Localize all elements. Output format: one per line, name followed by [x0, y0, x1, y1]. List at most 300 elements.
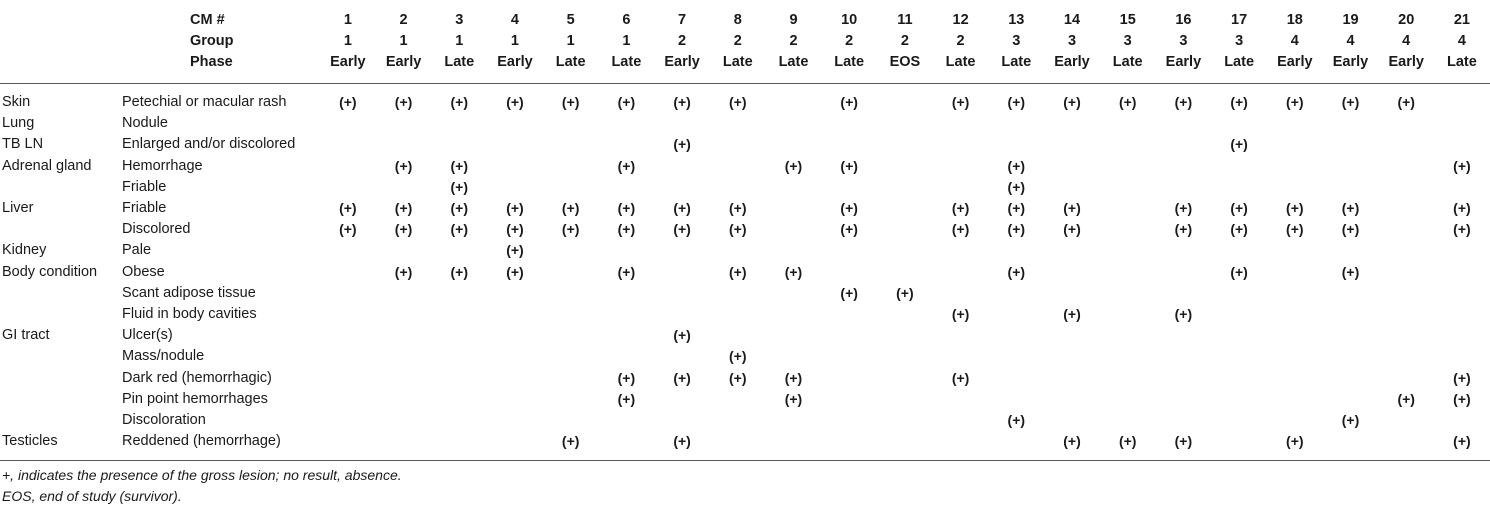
cell-cm-18: [1267, 262, 1323, 283]
cell-cm-17: (+): [1230, 136, 1248, 153]
cell-cm-5: [543, 156, 599, 177]
cell-cm-6: (+): [617, 369, 636, 386]
row-lesion: Discoloration: [122, 412, 206, 429]
header-label-phase: Phase: [0, 52, 320, 84]
cell-cm-6: (+): [617, 94, 636, 110]
cell-cm-20: [1378, 325, 1434, 346]
header-group-1: 1: [343, 33, 352, 49]
cell-cm-11: [877, 410, 933, 431]
cell-cm-8: (+): [729, 263, 747, 280]
cell-cm-12: (+): [951, 221, 970, 238]
cell-cm-19: [1323, 368, 1379, 389]
header-phase-18: Early: [1267, 52, 1323, 84]
header-phase-14: Early: [1044, 52, 1100, 84]
cell-cm-17: [1211, 283, 1267, 304]
cell-cm-4: [487, 389, 543, 410]
cell-cm-4: [487, 113, 543, 134]
cell-cm-11: [877, 198, 933, 219]
header-phase-3: Late: [431, 52, 487, 84]
cell-cm-2: [376, 134, 432, 155]
cell-cm-7: [654, 240, 710, 261]
cell-cm-21: (+): [1453, 200, 1471, 217]
cell-cm-21: (+): [1453, 369, 1471, 386]
table-row: [0, 431, 1490, 461]
cell-cm-8: (+): [729, 94, 747, 110]
cell-cm-11: [877, 113, 933, 134]
row-category: [0, 304, 120, 325]
cell-cm-2: [376, 431, 432, 461]
cell-cm-19: [1323, 156, 1379, 177]
header-phase-1: Early: [320, 52, 376, 84]
cell-cm-4: [487, 368, 543, 389]
cell-cm-1: [320, 134, 376, 155]
cell-cm-16: [1156, 113, 1212, 134]
cell-cm-2: [376, 410, 432, 431]
cell-cm-20: (+): [1397, 94, 1415, 110]
cell-cm-14: [1044, 368, 1100, 389]
cell-cm-2: [376, 368, 432, 389]
cell-cm-12: [933, 389, 989, 410]
cell-cm-10: [821, 240, 877, 261]
header-phase-15: Late: [1100, 52, 1156, 84]
row-category: Kidney: [2, 242, 47, 259]
cell-cm-19: [1323, 134, 1379, 155]
cell-cm-12: [933, 134, 989, 155]
cell-cm-11: [877, 177, 933, 198]
cell-cm-12: (+): [951, 200, 970, 217]
cell-cm-6: [599, 410, 655, 431]
cell-cm-15: [1100, 198, 1156, 219]
cell-cm-15: [1100, 219, 1156, 240]
cell-cm-20: [1378, 262, 1434, 283]
cell-cm-16: [1156, 262, 1212, 283]
cell-cm-6: (+): [617, 200, 636, 217]
cell-cm-14: [1044, 134, 1100, 155]
header-cm-2: 2: [399, 12, 408, 28]
cell-cm-11: [877, 325, 933, 346]
cell-cm-12: [933, 113, 989, 134]
cell-cm-2: [376, 389, 432, 410]
cell-cm-6: [599, 325, 655, 346]
cell-cm-17: [1211, 304, 1267, 325]
cell-cm-12: (+): [951, 306, 970, 323]
cell-cm-4: (+): [506, 242, 524, 259]
cell-cm-7: [654, 389, 710, 410]
cell-cm-11: [877, 156, 933, 177]
cell-cm-17: [1211, 325, 1267, 346]
cell-cm-9: [766, 410, 822, 431]
row-lesion: Dark red (hemorrhagic): [122, 369, 272, 386]
cell-cm-7: [654, 262, 710, 283]
cell-cm-7: (+): [673, 369, 691, 386]
cell-cm-12: [933, 410, 989, 431]
cell-cm-16: [1156, 177, 1212, 198]
cell-cm-4: (+): [506, 263, 524, 280]
cell-cm-12: [933, 156, 989, 177]
header-phase-2: Early: [376, 52, 432, 84]
cell-cm-13: (+): [1007, 221, 1026, 238]
row-category: Liver: [2, 200, 34, 217]
cell-cm-8: [710, 156, 766, 177]
cell-cm-14: [1044, 410, 1100, 431]
cell-cm-21: [1434, 113, 1490, 134]
cell-cm-6: [599, 283, 655, 304]
cell-cm-21: (+): [1434, 431, 1490, 461]
cell-cm-10: [821, 410, 877, 431]
cell-cm-20: [1378, 368, 1434, 389]
cell-cm-10: (+): [840, 157, 858, 174]
cell-cm-21: [1434, 410, 1490, 431]
cell-cm-8: [710, 177, 766, 198]
cell-cm-15: [1100, 368, 1156, 389]
cell-cm-10: [821, 389, 877, 410]
row-lesion: Ulcer(s): [122, 327, 173, 344]
row-category: [0, 368, 120, 389]
cell-cm-17: [1211, 389, 1267, 410]
header-group-9: 2: [789, 33, 798, 49]
cell-cm-14: [1044, 240, 1100, 261]
cell-cm-16: [1156, 283, 1212, 304]
cell-cm-14: [1044, 325, 1100, 346]
header-cm-18: 18: [1286, 12, 1303, 28]
cell-cm-8: [710, 283, 766, 304]
header-group-19: 4: [1346, 33, 1355, 49]
cell-cm-5: [543, 346, 599, 367]
cell-cm-14: [1044, 389, 1100, 410]
cell-cm-20: [1378, 156, 1434, 177]
header-cm-20: 20: [1398, 12, 1415, 28]
header-phase-7: Early: [654, 52, 710, 84]
cell-cm-1: [320, 113, 376, 134]
cell-cm-20: [1378, 240, 1434, 261]
cell-cm-7: (+): [673, 221, 691, 238]
cell-cm-10: [821, 113, 877, 134]
cell-cm-9: [766, 198, 822, 219]
table-body: [0, 84, 1490, 461]
cell-cm-18: [1267, 134, 1323, 155]
row-lesion: Enlarged and/or discolored: [122, 136, 296, 153]
cell-cm-9: [766, 240, 822, 261]
header-label-cm: CM #: [190, 12, 225, 28]
row-lesion: Nodule: [122, 115, 168, 132]
cell-cm-4: [487, 304, 543, 325]
cell-cm-19: [1323, 113, 1379, 134]
footnote-marker: +, indicates the presence of the gross lesion; no result, absence.: [2, 467, 402, 483]
cell-cm-16: (+): [1174, 94, 1193, 110]
cell-cm-1: [320, 410, 376, 431]
cell-cm-13: (+): [1007, 412, 1026, 429]
cell-cm-12: [933, 346, 989, 367]
cell-cm-3: [431, 346, 487, 367]
cell-cm-18: [1267, 177, 1323, 198]
row-category: [0, 283, 120, 304]
cell-cm-13: (+): [1007, 200, 1026, 217]
row-category: Testicles: [0, 431, 120, 461]
row-category: Lung: [2, 115, 35, 132]
header-row-cm: [0, 0, 1490, 31]
cell-cm-10: [821, 262, 877, 283]
cell-cm-9: [766, 113, 822, 134]
cell-cm-7: (+): [673, 327, 691, 344]
header-phase-5: Late: [543, 52, 599, 84]
row-lesion: Pin point hemorrhages: [122, 390, 268, 407]
cell-cm-10: [821, 134, 877, 155]
cell-cm-3: (+): [450, 94, 468, 110]
cell-cm-12: [933, 431, 989, 461]
cell-cm-6: (+): [617, 157, 636, 174]
cell-cm-4: (+): [506, 94, 524, 110]
cell-cm-18: (+): [1286, 200, 1304, 217]
cell-cm-9: [766, 346, 822, 367]
cell-cm-7: [654, 283, 710, 304]
cell-cm-2: (+): [394, 157, 413, 174]
cell-cm-5: (+): [561, 94, 580, 110]
cell-cm-9: [766, 431, 822, 461]
cell-cm-18: [1267, 410, 1323, 431]
cell-cm-5: [543, 283, 599, 304]
cell-cm-20: [1378, 198, 1434, 219]
header-cm-13: 13: [1008, 12, 1025, 28]
cell-cm-5: (+): [543, 431, 599, 461]
cell-cm-7: [654, 410, 710, 431]
cell-cm-19: [1323, 304, 1379, 325]
cell-cm-17: (+): [1230, 221, 1248, 238]
cell-cm-7: [654, 113, 710, 134]
cell-cm-11: (+): [896, 284, 914, 301]
table-row: [0, 156, 1490, 177]
cell-cm-17: [1211, 156, 1267, 177]
cell-cm-1: [320, 389, 376, 410]
table-row: [0, 219, 1490, 240]
table-row: [0, 113, 1490, 134]
cell-cm-13: [988, 389, 1044, 410]
table-row: [0, 283, 1490, 304]
cell-cm-14: (+): [1063, 94, 1081, 110]
cell-cm-5: [543, 177, 599, 198]
header-phase-20: Early: [1378, 52, 1434, 84]
cell-cm-15: (+): [1100, 431, 1156, 461]
cell-cm-16: [1156, 134, 1212, 155]
cell-cm-20: [1378, 134, 1434, 155]
cell-cm-15: [1100, 177, 1156, 198]
cell-cm-11: [877, 304, 933, 325]
cell-cm-15: [1100, 304, 1156, 325]
cell-cm-13: [988, 113, 1044, 134]
cell-cm-7: [654, 346, 710, 367]
row-category: Skin: [2, 94, 31, 110]
header-group-21: 4: [1457, 33, 1466, 49]
cell-cm-16: (+): [1174, 200, 1193, 217]
cell-cm-21: [1434, 240, 1490, 261]
cell-cm-7: (+): [654, 431, 710, 461]
cell-cm-16: [1156, 389, 1212, 410]
cell-cm-7: (+): [673, 136, 691, 153]
cell-cm-10: [821, 368, 877, 389]
row-lesion: Obese: [122, 263, 165, 280]
cell-cm-3: [431, 134, 487, 155]
table-header: [0, 0, 1490, 84]
cell-cm-19: [1323, 240, 1379, 261]
cell-cm-20: [1378, 219, 1434, 240]
cell-cm-11: [877, 134, 933, 155]
cell-cm-2: [376, 304, 432, 325]
header-group-7: 2: [678, 33, 687, 49]
cell-cm-1: [320, 368, 376, 389]
cell-cm-5: [543, 368, 599, 389]
cell-cm-1: (+): [339, 221, 357, 238]
table-row: [0, 325, 1490, 346]
cell-cm-20: [1378, 431, 1434, 461]
cell-cm-20: [1378, 304, 1434, 325]
cell-cm-11: [877, 240, 933, 261]
header-group-3: 1: [455, 33, 464, 49]
header-phase-4: Early: [487, 52, 543, 84]
table-row: [0, 84, 1490, 114]
cell-cm-19: (+): [1341, 263, 1360, 280]
cell-cm-6: [599, 113, 655, 134]
cell-cm-13: [988, 346, 1044, 367]
cell-cm-19: [1323, 389, 1379, 410]
cell-cm-13: [988, 134, 1044, 155]
header-group-8: 2: [733, 33, 742, 49]
header-cm-9: 9: [789, 12, 798, 28]
row-lesion: Hemorrhage: [122, 157, 203, 174]
cell-cm-1: [320, 240, 376, 261]
cell-cm-5: (+): [561, 200, 580, 217]
row-lesion: Friable: [122, 200, 167, 217]
cell-cm-1: [320, 156, 376, 177]
cell-cm-8: (+): [729, 348, 747, 365]
cell-cm-20: [1378, 113, 1434, 134]
cell-cm-18: [1267, 368, 1323, 389]
cell-cm-3: (+): [450, 221, 468, 238]
cell-cm-17: (+): [1230, 200, 1248, 217]
cell-cm-8: [710, 134, 766, 155]
cell-cm-12: [933, 325, 989, 346]
cell-cm-19: [1323, 177, 1379, 198]
cell-cm-18: (+): [1286, 221, 1304, 238]
cell-cm-14: (+): [1063, 221, 1081, 238]
cell-cm-18: [1267, 156, 1323, 177]
header-group-18: 4: [1290, 33, 1299, 49]
cell-cm-6: [599, 431, 655, 461]
cell-cm-13: [988, 304, 1044, 325]
cell-cm-1: [320, 431, 376, 461]
cell-cm-4: [487, 410, 543, 431]
row-category: [0, 389, 120, 410]
header-group-20: 4: [1402, 33, 1411, 49]
cell-cm-17: (+): [1230, 263, 1248, 280]
header-phase-11: EOS: [877, 52, 933, 84]
cell-cm-2: (+): [394, 221, 413, 238]
header-cm-14: 14: [1063, 12, 1081, 28]
cell-cm-20: [1378, 410, 1434, 431]
cell-cm-15: [1100, 410, 1156, 431]
cell-cm-1: [320, 304, 376, 325]
header-row-phase: [0, 52, 1490, 84]
cell-cm-15: [1100, 156, 1156, 177]
cell-cm-6: (+): [617, 390, 636, 407]
cell-cm-8: [710, 304, 766, 325]
cell-cm-19: [1323, 325, 1379, 346]
cell-cm-15: [1100, 389, 1156, 410]
header-cm-7: 7: [678, 12, 687, 28]
cell-cm-14: [1044, 283, 1100, 304]
cell-cm-18: [1267, 240, 1323, 261]
cell-cm-1: [320, 262, 376, 283]
cell-cm-2: (+): [394, 200, 413, 217]
table-row: [0, 240, 1490, 261]
header-group-2: 1: [399, 33, 408, 49]
cell-cm-5: (+): [561, 221, 580, 238]
cell-cm-3: [431, 431, 487, 461]
cell-cm-10: (+): [840, 94, 858, 110]
cell-cm-10: [821, 346, 877, 367]
cell-cm-9: [766, 84, 822, 114]
cell-cm-7: [654, 177, 710, 198]
cell-cm-8: [710, 240, 766, 261]
cell-cm-4: [487, 156, 543, 177]
cell-cm-8: [710, 431, 766, 461]
cell-cm-17: [1211, 368, 1267, 389]
cell-cm-5: [543, 134, 599, 155]
cell-cm-5: [543, 262, 599, 283]
row-lesion: Pale: [122, 242, 152, 259]
cell-cm-21: [1434, 262, 1490, 283]
cell-cm-4: [487, 346, 543, 367]
cell-cm-3: [431, 240, 487, 261]
cell-cm-6: [599, 240, 655, 261]
header-row-group: [0, 31, 1490, 52]
header-phase-17: Late: [1211, 52, 1267, 84]
cell-cm-3: [431, 389, 487, 410]
cell-cm-5: [543, 240, 599, 261]
cell-cm-21: [1434, 84, 1490, 114]
cell-cm-9: [766, 283, 822, 304]
cell-cm-18: [1267, 113, 1323, 134]
header-cm-15: 15: [1119, 12, 1136, 28]
cell-cm-11: [877, 389, 933, 410]
cell-cm-14: [1044, 156, 1100, 177]
cell-cm-13: [988, 283, 1044, 304]
header-group-13: 3: [1012, 33, 1021, 49]
cell-cm-20: (+): [1397, 390, 1415, 407]
header-cm-16: 16: [1175, 12, 1192, 28]
header-cm-4: 4: [510, 12, 519, 28]
header-group-6: 1: [622, 33, 631, 49]
cell-cm-12: [933, 240, 989, 261]
cell-cm-14: [1044, 346, 1100, 367]
cell-cm-15: [1100, 325, 1156, 346]
cell-cm-13: (+): [1007, 157, 1026, 174]
table-row: [0, 410, 1490, 431]
cell-cm-3: (+): [450, 157, 468, 174]
cell-cm-9: (+): [784, 157, 803, 174]
cell-cm-18: [1267, 325, 1323, 346]
cell-cm-21: [1434, 283, 1490, 304]
row-lesion: Friable: [122, 178, 167, 195]
header-cm-8: 8: [733, 12, 742, 28]
cell-cm-3: [431, 368, 487, 389]
cell-cm-11: [877, 346, 933, 367]
cell-cm-18: (+): [1267, 431, 1323, 461]
cell-cm-16: (+): [1174, 306, 1193, 323]
header-phase-9: Late: [766, 52, 822, 84]
cell-cm-14: [1044, 262, 1100, 283]
cell-cm-19: (+): [1341, 200, 1360, 217]
cell-cm-16: [1156, 156, 1212, 177]
cell-cm-7: [654, 304, 710, 325]
